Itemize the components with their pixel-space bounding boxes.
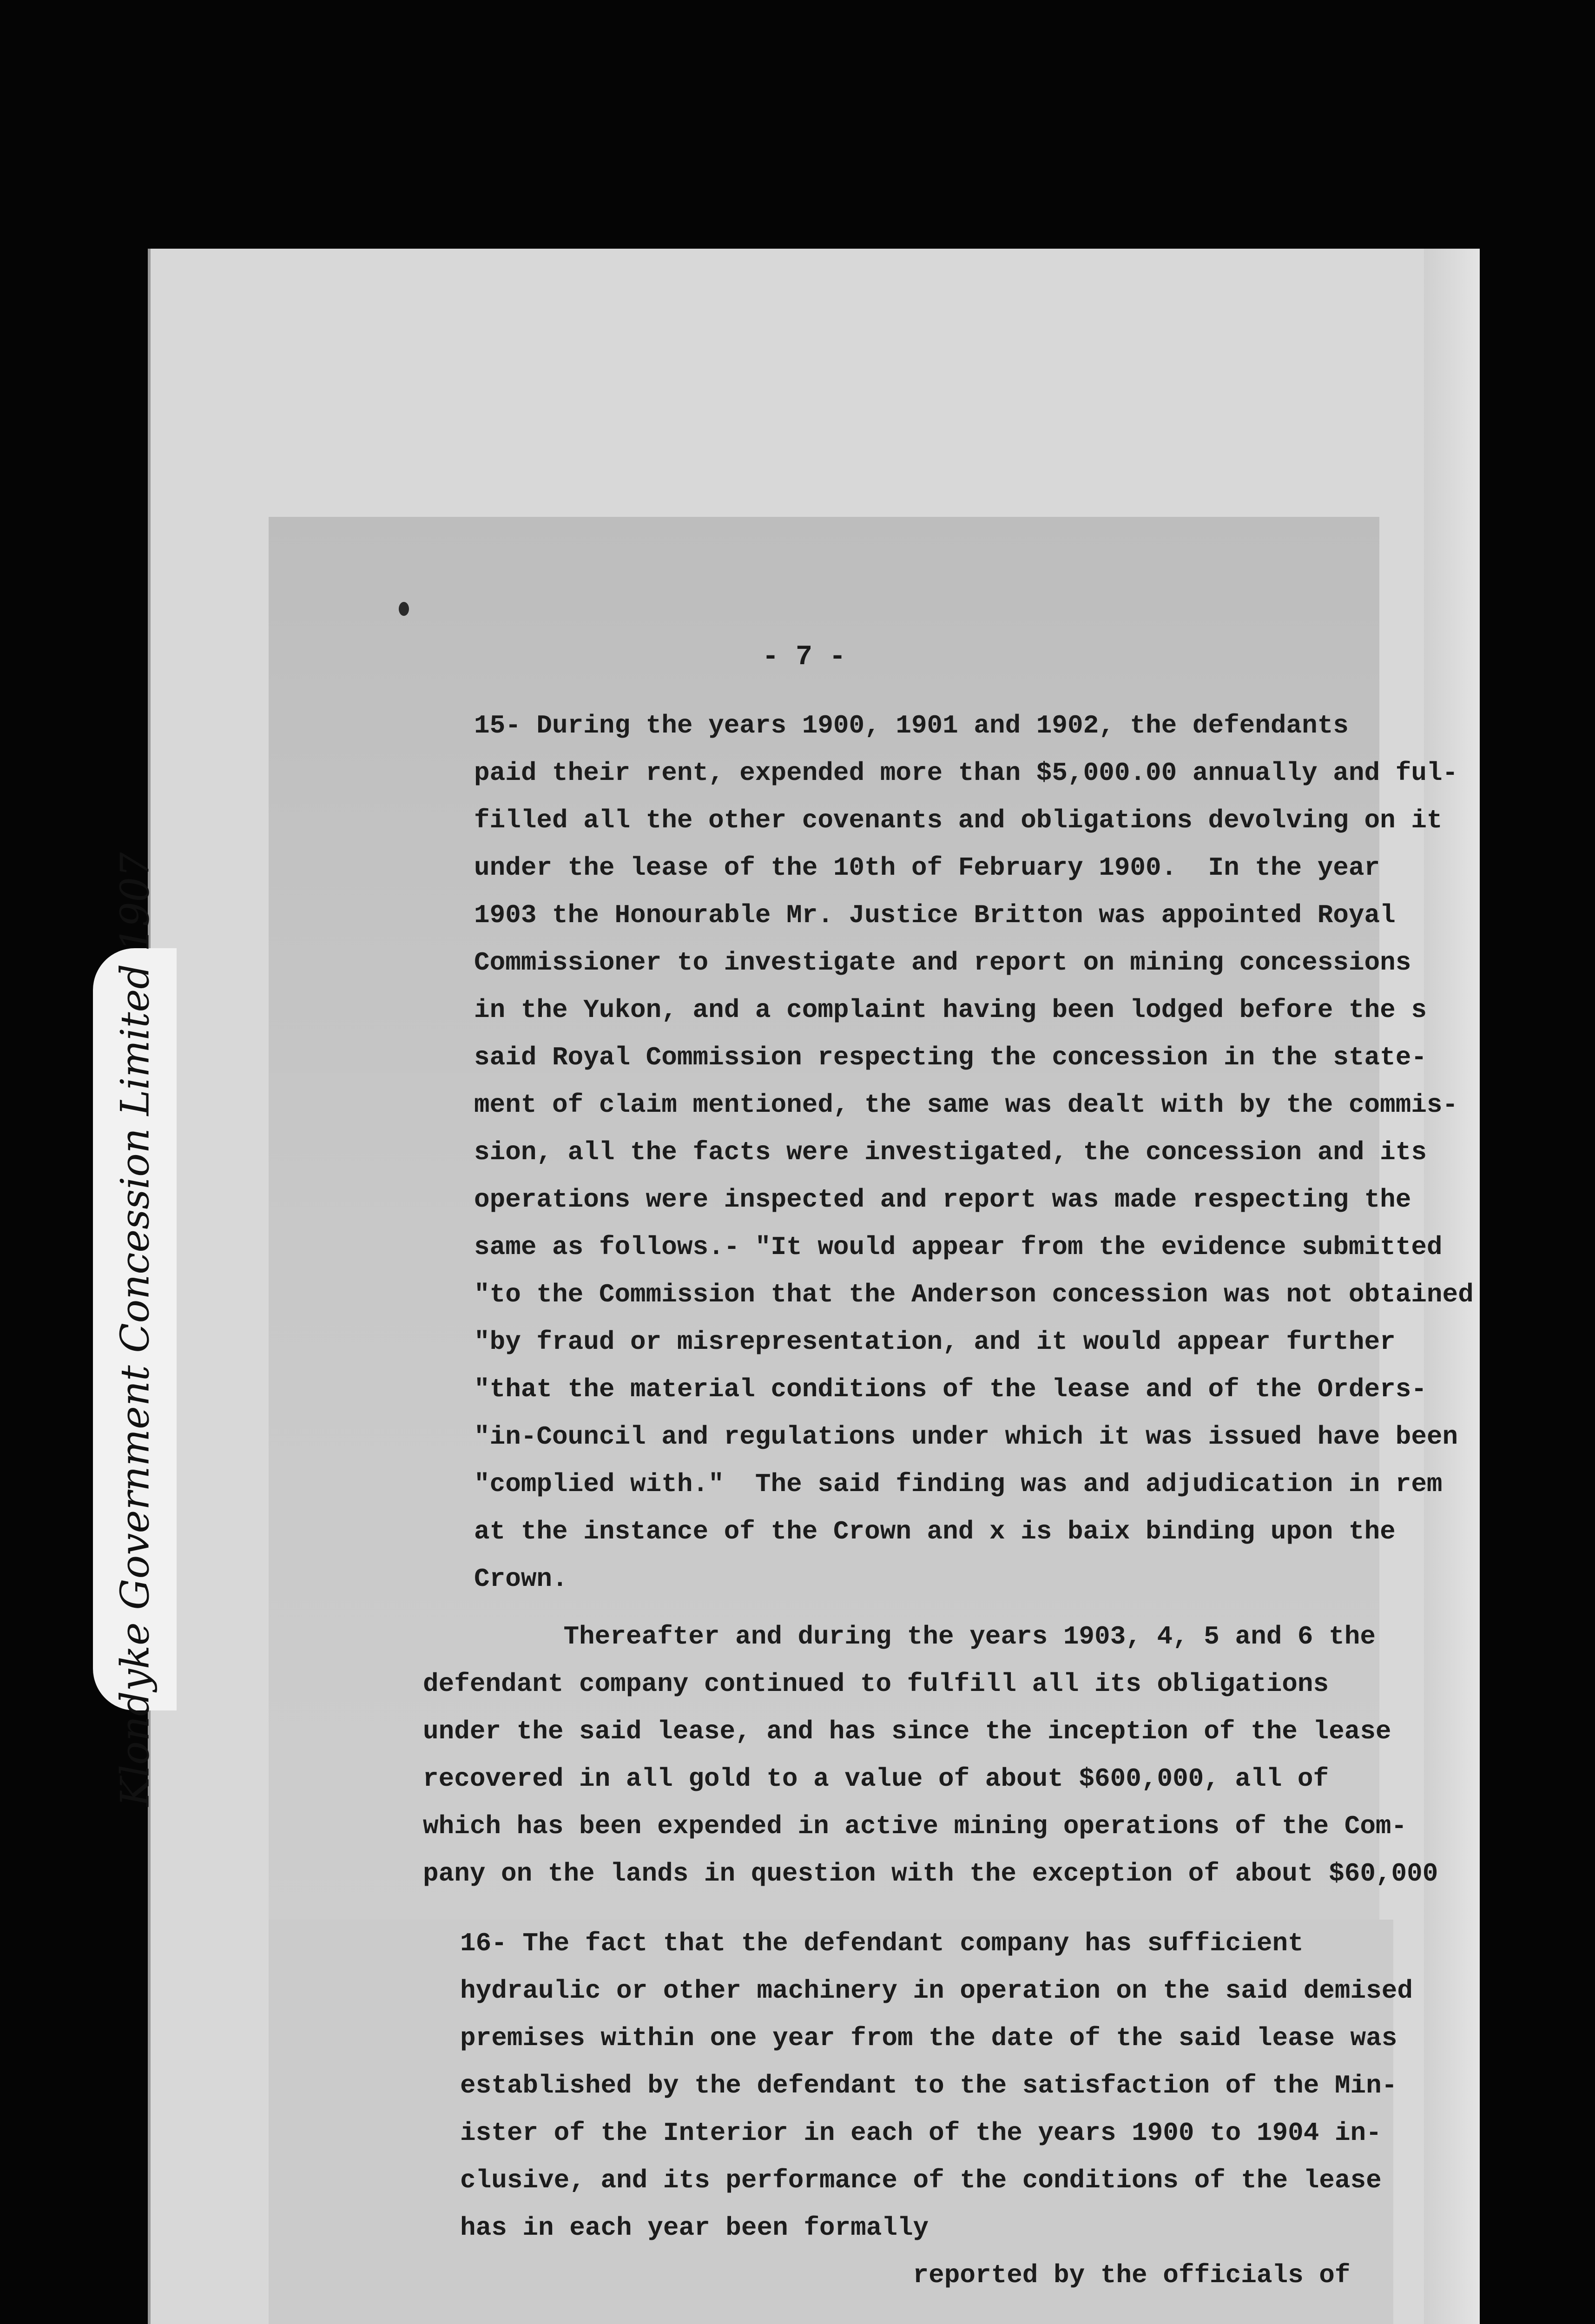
text-line: operations were inspected and report was made respecting the [474, 1185, 1411, 1215]
text-line: paid their rent, expended more than $5,000.00 annually and ful- [474, 758, 1458, 788]
text-line: ister of the Interior in each of the years 1900 to 1904 in- [460, 2118, 1382, 2148]
text-line: "complied with." The said finding was and adjudication in rem [474, 1469, 1443, 1499]
text-line: "by fraud or misrepresentation, and it would appear further [474, 1327, 1396, 1357]
text-line: under the said lease, and has since the inception of the lease [423, 1717, 1391, 1746]
text-line: 1903 the Honourable Mr. Justice Britton was appointed Royal [474, 900, 1396, 930]
text-line: reported by the officials of [460, 2260, 1351, 2290]
paragraph-thereafter [423, 1613, 1438, 1897]
text-line: has in each year been formally [460, 2213, 929, 2243]
text-line: 16- The fact that the defendant company has sufficient [460, 1928, 1304, 1958]
text-line: pany on the lands in question with the exception of about $60,000 [423, 1859, 1438, 1888]
text-line: clusive, and its performance of the conditions of the lease [460, 2166, 1382, 2195]
text-line: hydraulic or other machinery in operation on the said demised [460, 1976, 1413, 2006]
paragraph-16 [460, 1920, 1413, 2299]
text-line: Crown. [474, 1564, 568, 1594]
page-number: - 7 - [762, 641, 846, 673]
text-line: "in-Council and regulations under which it was issued have been [474, 1422, 1458, 1452]
text-line: at the instance of the Crown and x is baix binding upon the [474, 1517, 1396, 1546]
text-line: Commissioner to investigate and report on mining concessions [474, 948, 1411, 977]
text-line: which has been expended in active mining operations of the Com- [423, 1811, 1407, 1841]
text-line: same as follows.- "It would appear from the evidence submitted [474, 1232, 1443, 1262]
text-line: said Royal Commission respecting the concession in the state- [474, 1043, 1427, 1072]
folder-tab-label [93, 852, 177, 1807]
text-line: premises within one year from the date of the said lease was [460, 2023, 1397, 2053]
text-line: ment of claim mentioned, the same was dealt with by the commis- [474, 1090, 1458, 1120]
text-line: "that the material conditions of the lease and of the Orders- [474, 1374, 1427, 1404]
text-line: "to the Commission that the Anderson concession was not obtained [474, 1280, 1474, 1309]
paragraph-15 [474, 702, 1474, 1603]
text-line: in the Yukon, and a complaint having been lodged before the s [474, 995, 1427, 1025]
text-line: filled all the other covenants and obligations devolving on it [474, 805, 1443, 835]
text-line: Thereafter and during the years 1903, 4, 5 and 6 the [423, 1622, 1376, 1651]
punch-hole [399, 602, 409, 616]
text-line: under the lease of the 10th of February 1900. In the year [474, 853, 1380, 883]
handwritten-tab-text: Klondyke Government Concession Limited 1907 [112, 852, 158, 1807]
text-line: defendant company continued to fulfill all its obligations [423, 1669, 1329, 1699]
text-line: recovered in all gold to a value of about $600,000, all of [423, 1764, 1329, 1794]
text-line: established by the defendant to the satisfaction of the Min- [460, 2071, 1397, 2100]
text-line: sion, all the facts were investigated, the concession and its [474, 1137, 1427, 1167]
text-line: 15- During the years 1900, 1901 and 1902, the defendants [474, 711, 1349, 740]
